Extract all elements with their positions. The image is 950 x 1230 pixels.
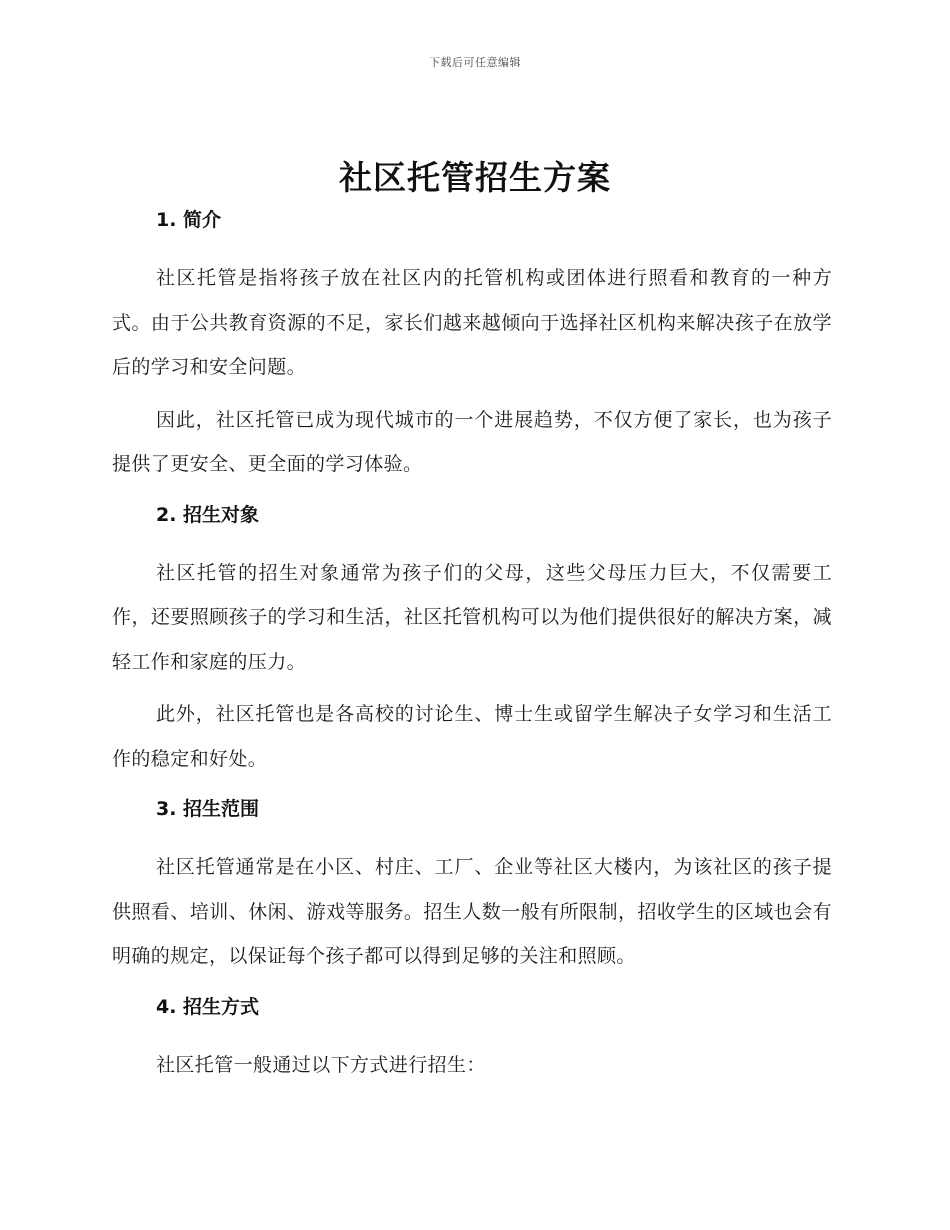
section-heading-scope: 3. 招生范围: [156, 798, 260, 820]
paragraph: 社区托管是指将孩子放在社区内的托管机构或团体进行照看和教育的一种方式。由于公共教育资源的不足，家长们越来越倾向于选择社区机构来解决孩子在放学后的学习和安全问题。: [112, 267, 832, 378]
paragraph: 社区托管的招生对象通常为孩子们的父母，这些父母压力巨大，不仅需要工作，还要照顾孩子的学习和生活，社区托管机构可以为他们提供很好的解决方案，减轻工作和家庭的压力。: [112, 561, 832, 673]
section-heading-method: 4. 招生方式: [156, 995, 260, 1018]
header-note: 下载后可任意编辑: [429, 56, 521, 69]
document-body: [112, 204, 832, 1087]
paragraph: 社区托管一般通过以下方式进行招生：: [156, 1053, 486, 1076]
paragraph: 此外，社区托管也是各高校的讨论生、博士生或留学生解决子女学习和生活工作的稳定和好处。: [112, 703, 832, 770]
document-title: 社区托管招生方案: [339, 158, 611, 197]
section-heading-intro: 1. 简介: [156, 209, 222, 231]
section-heading-target: 2. 招生对象: [156, 503, 260, 526]
paragraph: 社区托管通常是在小区、村庄、工厂、企业等社区大楼内，为该社区的孩子提供照看、培训、休闲、游戏等服务。招生人数一般有所限制，招收学生的区域也会有明确的规定，以保证每个孩子都可以得到足够的关注和照顾。: [112, 856, 832, 967]
paragraph: 因此，社区托管已成为现代城市的一个进展趋势，不仅方便了家长，也为孩子提供了更安全、更全面的学习体验。: [112, 408, 832, 475]
